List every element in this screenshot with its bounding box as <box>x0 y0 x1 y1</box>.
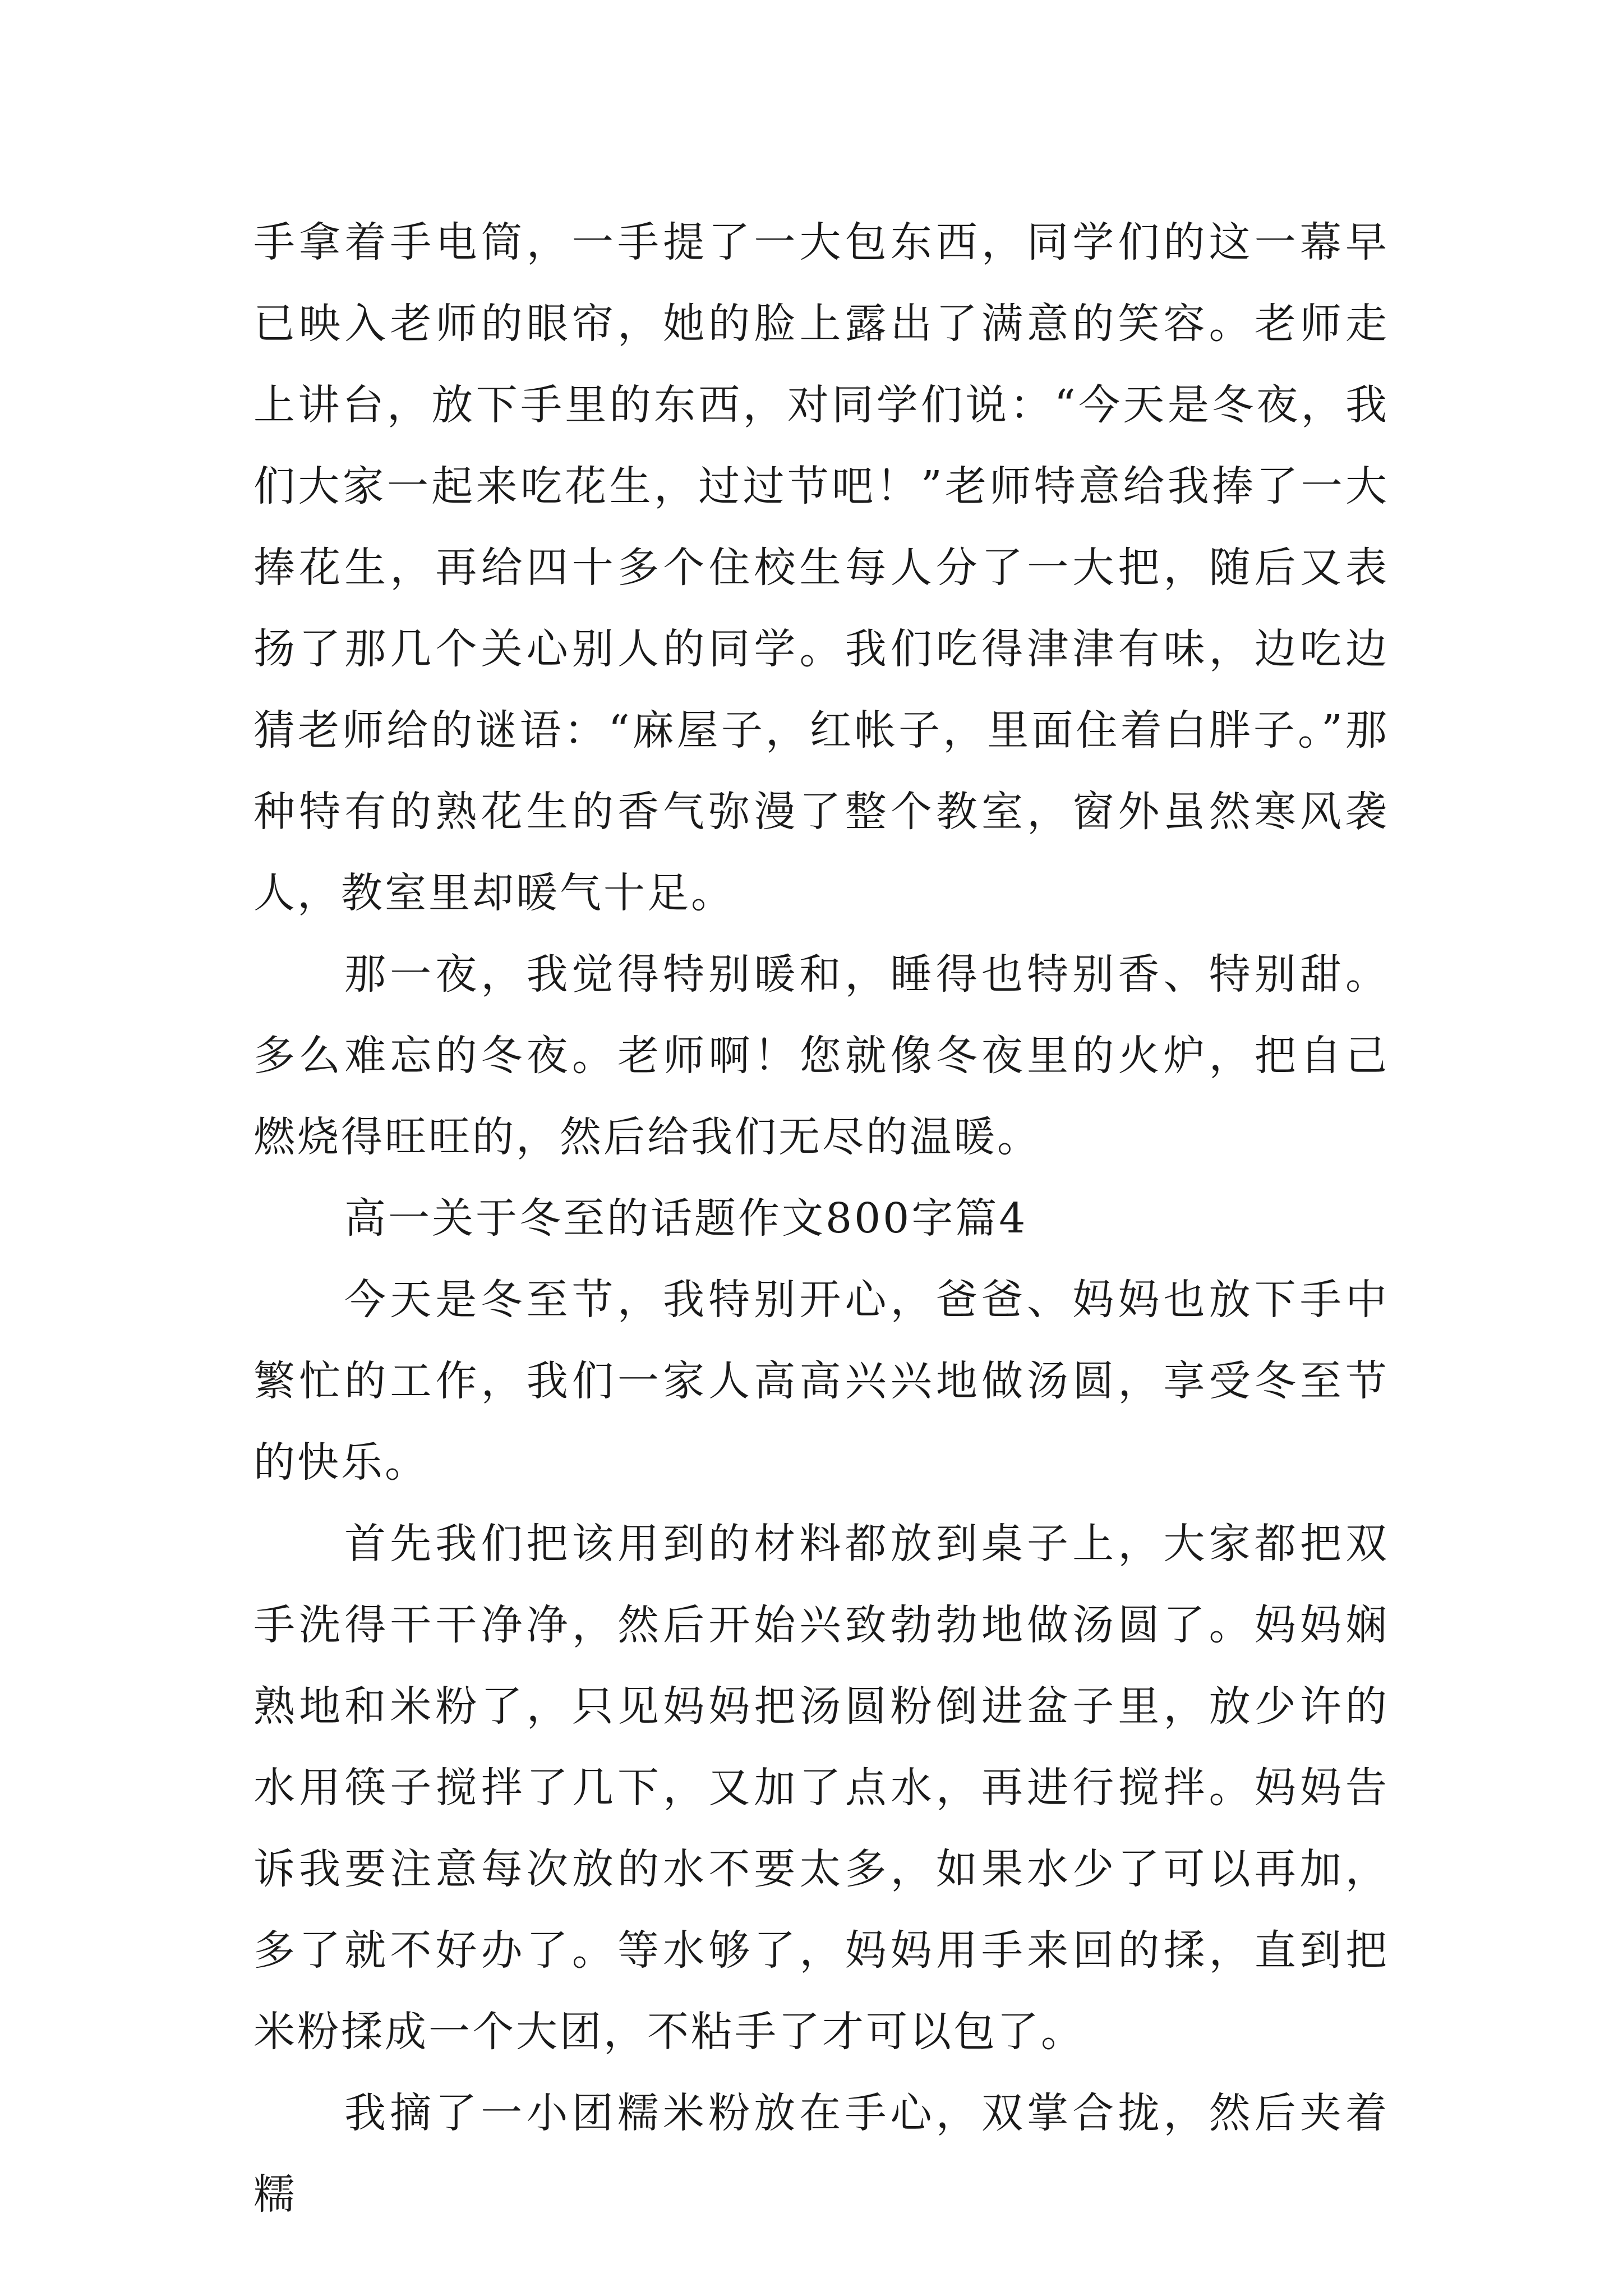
paragraph-continuation: 手拿着手电筒，一手提了一大包东西，同学们的这一幕早已映入老师的眼帘，她的脸上露出了满意的笑容。老师走上讲台，放下手里的东西，对同学们说：“今天是冬夜，我们大家一起来吃花生，过过节吧！”老师特意给我捧了一大捧花生，再给四十多个住校生每人分了一大把，随后又表扬了那几个关心别人的同学。我们吃得津津有味，边吃边猜老师给的谜语：“麻屋子，红帐子，里面住着白胖子。”那种特有的熟花生的香气弥漫了整个教室，窗外虽然寒风袭人，教室里却暖气十足。 <box>253 218 1389 917</box>
paragraph: 首先我们把该用到的材料都放到桌子上，大家都把双手洗得干干净净，然后开始兴致勃勃地做汤圆了。妈妈娴熟地和米粉了，只见妈妈把汤圆粉倒进盆子里，放少许的水用筷子搅拌了几下，又加了点水，再进行搅拌。妈妈告诉我要注意每次放的水不要太多，如果水少了可以再加，多了就不好办了。等水够了，妈妈用手来回的揉，直到把米粉揉成一个大团，不粘手了才可以包了。 <box>253 1520 1389 2056</box>
paragraph: 我摘了一小团糯米粉放在手心，双掌合拢，然后夹着糯 <box>253 2089 1389 2219</box>
document-body <box>253 202 1389 2235</box>
paragraph: 今天是冬至节，我特别开心，爸爸、妈妈也放下手中繁忙的工作，我们一家人高高兴兴地做汤圆，享受冬至节的快乐。 <box>253 1276 1389 1487</box>
paragraph: 那一夜，我觉得特别暖和，睡得也特别香、特别甜。多么难忘的冬夜。老师啊！您就像冬夜里的火炉，把自己燃烧得旺旺的，然后给我们无尽的温暖。 <box>253 950 1389 1161</box>
section-heading: 高一关于冬至的话题作文800字篇4 <box>344 1194 1028 1243</box>
